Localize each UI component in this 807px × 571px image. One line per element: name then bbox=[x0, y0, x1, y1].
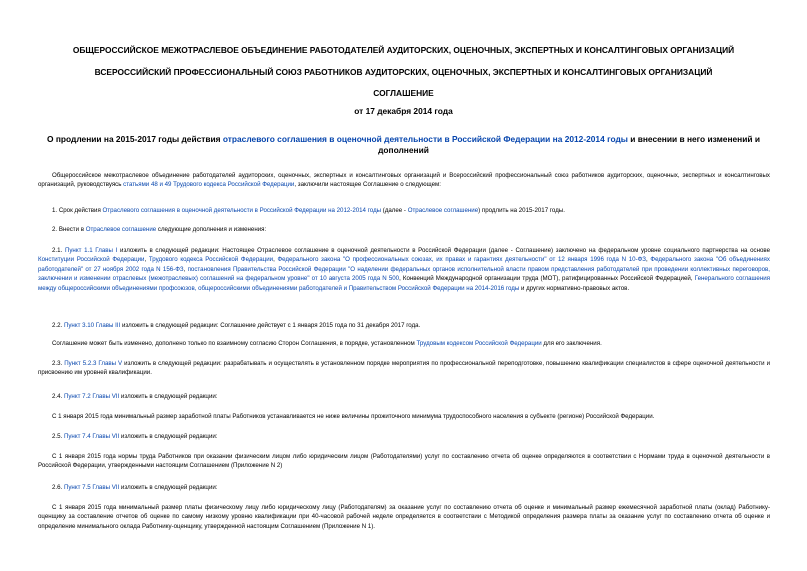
p22-text-2: изложить в следующей редакции: Соглашение действует с 1 января 2015 года по 31 декабря 2017 года. bbox=[120, 322, 421, 329]
paragraph-2-4 bbox=[38, 392, 770, 401]
p24-text-1: 2.4. bbox=[52, 393, 64, 400]
p21-link-general-agreement[interactable]: Генерального соглашения между общероссийскими объединениями профсоюзов, общероссийскими объединениями работодателей и Правительством Российской Федерации на 2014-2016 годы bbox=[38, 275, 770, 292]
p1-link-agreement[interactable]: Отраслевого соглашения в оценочной деятельности в Российской Федерации на 2012-2014 годы bbox=[102, 207, 382, 214]
p26-text-2: изложить в следующей редакции: bbox=[119, 484, 218, 491]
p25-text-2: изложить в следующей редакции: bbox=[119, 433, 218, 440]
p2-text-1: 2. Внести в bbox=[52, 226, 86, 233]
p21-text-8: и других нормативно-правовых актов. bbox=[519, 284, 630, 292]
intro-link-labor-code[interactable]: статьями 48 и 49 Трудового кодекса Российской Федерации bbox=[123, 181, 295, 189]
p21-text-6: , bbox=[183, 265, 188, 273]
p26-text-1: 2.6. bbox=[52, 484, 64, 491]
doc-type-heading: СОГЛАШЕНИЕ bbox=[373, 88, 434, 98]
p22b-text-1: Соглашение может быть изменено, дополнено только по взаимному согласию Сторон Соглашения, в порядке, установленном bbox=[52, 340, 417, 347]
p2-link-agreement[interactable]: Отраслевое соглашение bbox=[85, 226, 157, 233]
p21-text-3: , bbox=[144, 256, 149, 264]
paragraph-2-2-b bbox=[38, 339, 770, 348]
p25-link-clause[interactable]: Пункт 7.4 Главы VII bbox=[63, 433, 120, 440]
p21-text-1: 2.1. bbox=[52, 247, 65, 254]
intro-text-2: , заключили настоящее Соглашение о следующем: bbox=[294, 181, 441, 189]
p23-text-1: 2.3. bbox=[52, 360, 65, 367]
intro-text-1: Общероссийское межотраслевое объединение работодателей аудиторских, оценочных, экспертных и консалтинговых организаций и Всероссийский профессиональный союз работников аудиторских, оценочных, экспертных и консалтинговых организаций, руководствуясь bbox=[38, 172, 770, 189]
p21-text-7: , Конвенций Международной организации труда (МОТ), ратифицированных Российской Федерацией, bbox=[399, 275, 695, 283]
doc-date: от 17 декабря 2014 года bbox=[354, 106, 453, 116]
paragraph-2-5-b: С 1 января 2015 года нормы труда Работников при оказании физическим лицом либо юридическим лицом (Работодателями) услуг по составлению отчета об оценке определяются в соответствии с Нормами труда в оценочной деятельности в Российской Федерации, утвержденными настоящим Соглашением (Приложение N 2) bbox=[38, 453, 770, 470]
p22b-link-labor-code[interactable]: Трудовым кодексом Российской Федерации bbox=[416, 340, 542, 347]
p21-text-2: изложить в следующей редакции: Настоящее Отраслевое соглашение в оценочной деятельности в Российской Федерации (далее - Соглашение) заключено на федеральном уровне социального партнерства на основе bbox=[117, 247, 770, 254]
p21-link-constitution[interactable]: Конституции Российской Федерации bbox=[38, 256, 145, 264]
subject-pre: О продлении на 2015-2017 годы действия bbox=[47, 134, 223, 144]
p21-link-employers-law[interactable]: Федерального закона "Об объединениях работодателей" от 27 ноября 2002 года N 156-ФЗ bbox=[38, 256, 770, 273]
p22-link-clause[interactable]: Пункт 3.10 Главы III bbox=[63, 322, 121, 329]
p21-link-labor-code[interactable]: Трудового кодекса Российской Федерации bbox=[148, 256, 274, 264]
subject-post: и внесении в него изменений и дополнений bbox=[378, 134, 760, 155]
paragraph-2-5 bbox=[38, 432, 770, 441]
p21-link-clause[interactable]: Пункт 1.1 Главы I bbox=[64, 247, 118, 254]
p22-text-1: 2.2. bbox=[52, 322, 64, 329]
paragraph-1 bbox=[38, 206, 770, 215]
p25-text-1: 2.5. bbox=[52, 433, 64, 440]
p23-text-2: изложить в следующей редакции: разрабатывать и осуществлять в установленном порядке мероприятия по профессиональной переподготовке, повышению квалификации специалистов в сфере оценочной деятельности и присвоению им уровней квалификации. bbox=[38, 360, 771, 377]
org1-heading: ОБЩЕРОССИЙСКОЕ МЕЖОТРАСЛЕВОЕ ОБЪЕДИНЕНИЕ РАБОТОДАТЕЛЕЙ АУДИТОРСКИХ, ОЦЕНОЧНЫХ, ЭКСПЕРТНЫХ И КОНСАЛТИНГОВЫХ ОРГАНИЗАЦИЙ bbox=[72, 45, 735, 55]
p21-link-unions-law[interactable]: Федерального закона "О профессиональных союзах, их правах и гарантиях деятельности" от 12 января 1996 года N 10-ФЗ bbox=[277, 256, 647, 264]
p2-text-2: следующие дополнения и изменения: bbox=[156, 226, 267, 233]
p21-text-4: , bbox=[273, 256, 278, 264]
p1-text-2: (далее - bbox=[381, 207, 408, 214]
p23-link-clause[interactable]: Пункт 5.2.3 Главы V bbox=[64, 360, 123, 367]
paragraph-2 bbox=[38, 225, 770, 234]
p24-link-clause[interactable]: Пункт 7.2 Главы VII bbox=[63, 393, 120, 400]
paragraph-2-6 bbox=[38, 483, 770, 492]
paragraph-2-3 bbox=[38, 359, 770, 378]
paragraph-2-1 bbox=[38, 246, 770, 293]
p21-text-5: , bbox=[646, 256, 651, 264]
paragraph-2-4-b: С 1 января 2015 года минимальный размер заработной платы Работников устанавливается не ниже величины прожиточного минимума трудоспособного населения в субъекте (регионе) Российской Федерации. bbox=[52, 413, 655, 420]
document-subject bbox=[40, 134, 767, 155]
subject-link[interactable]: отраслевого соглашения в оценочной деятельности в Российской Федерации на 2012-2014 годы bbox=[222, 134, 628, 144]
paragraph-2-2 bbox=[38, 321, 770, 330]
org2-heading: ВСЕРОССИЙСКИЙ ПРОФЕССИОНАЛЬНЫЙ СОЮЗ РАБОТНИКОВ АУДИТОРСКИХ, ОЦЕНОЧНЫХ, ЭКСПЕРТНЫХ И КОНСАЛТИНГОВЫХ ОРГАНИЗАЦИЙ bbox=[94, 67, 713, 77]
p1-text-3: ) продлить на 2015-2017 годы. bbox=[478, 207, 565, 214]
p24-text-2: изложить в следующей редакции: bbox=[119, 393, 218, 400]
p1-link-short[interactable]: Отраслевое соглашение bbox=[407, 207, 479, 214]
p21-link-resolution[interactable]: постановления Правительства Российской Федерации "О наделении федеральных органов исполнительной власти правом представления работодателей при проведении коллективных переговоров, заключении и изменении отраслевых (межотраслевых) соглашений на федеральном уровне" от 10 августа 2005 года N 500 bbox=[38, 265, 770, 283]
p26-link-clause[interactable]: Пункт 7.5 Главы VII bbox=[63, 484, 120, 491]
intro-paragraph bbox=[38, 171, 770, 190]
p1-text-1: 1. Срок действия bbox=[52, 207, 103, 214]
p22b-text-2: для его заключения. bbox=[541, 340, 602, 347]
paragraph-2-6-b: С 1 января 2015 года минимальный размер платы физическому лицу либо юридическому лицу (Работодателям) за оказание услуг по составлению отчета об оценке и минимальный размер ежемесячной заработной платы (оклад) Работнику-оценщику за составление отчетов об оценке по самому низкому уровню квалификации при 40-часовой рабочей неделе определяется в соответствии с Методикой определения размера платы за оказание услуг по составлению отчета об оценке и определение минимального оклада Работнику-оценщику, утвержденной настоящим Соглашением (Приложение N 1). bbox=[38, 504, 770, 530]
